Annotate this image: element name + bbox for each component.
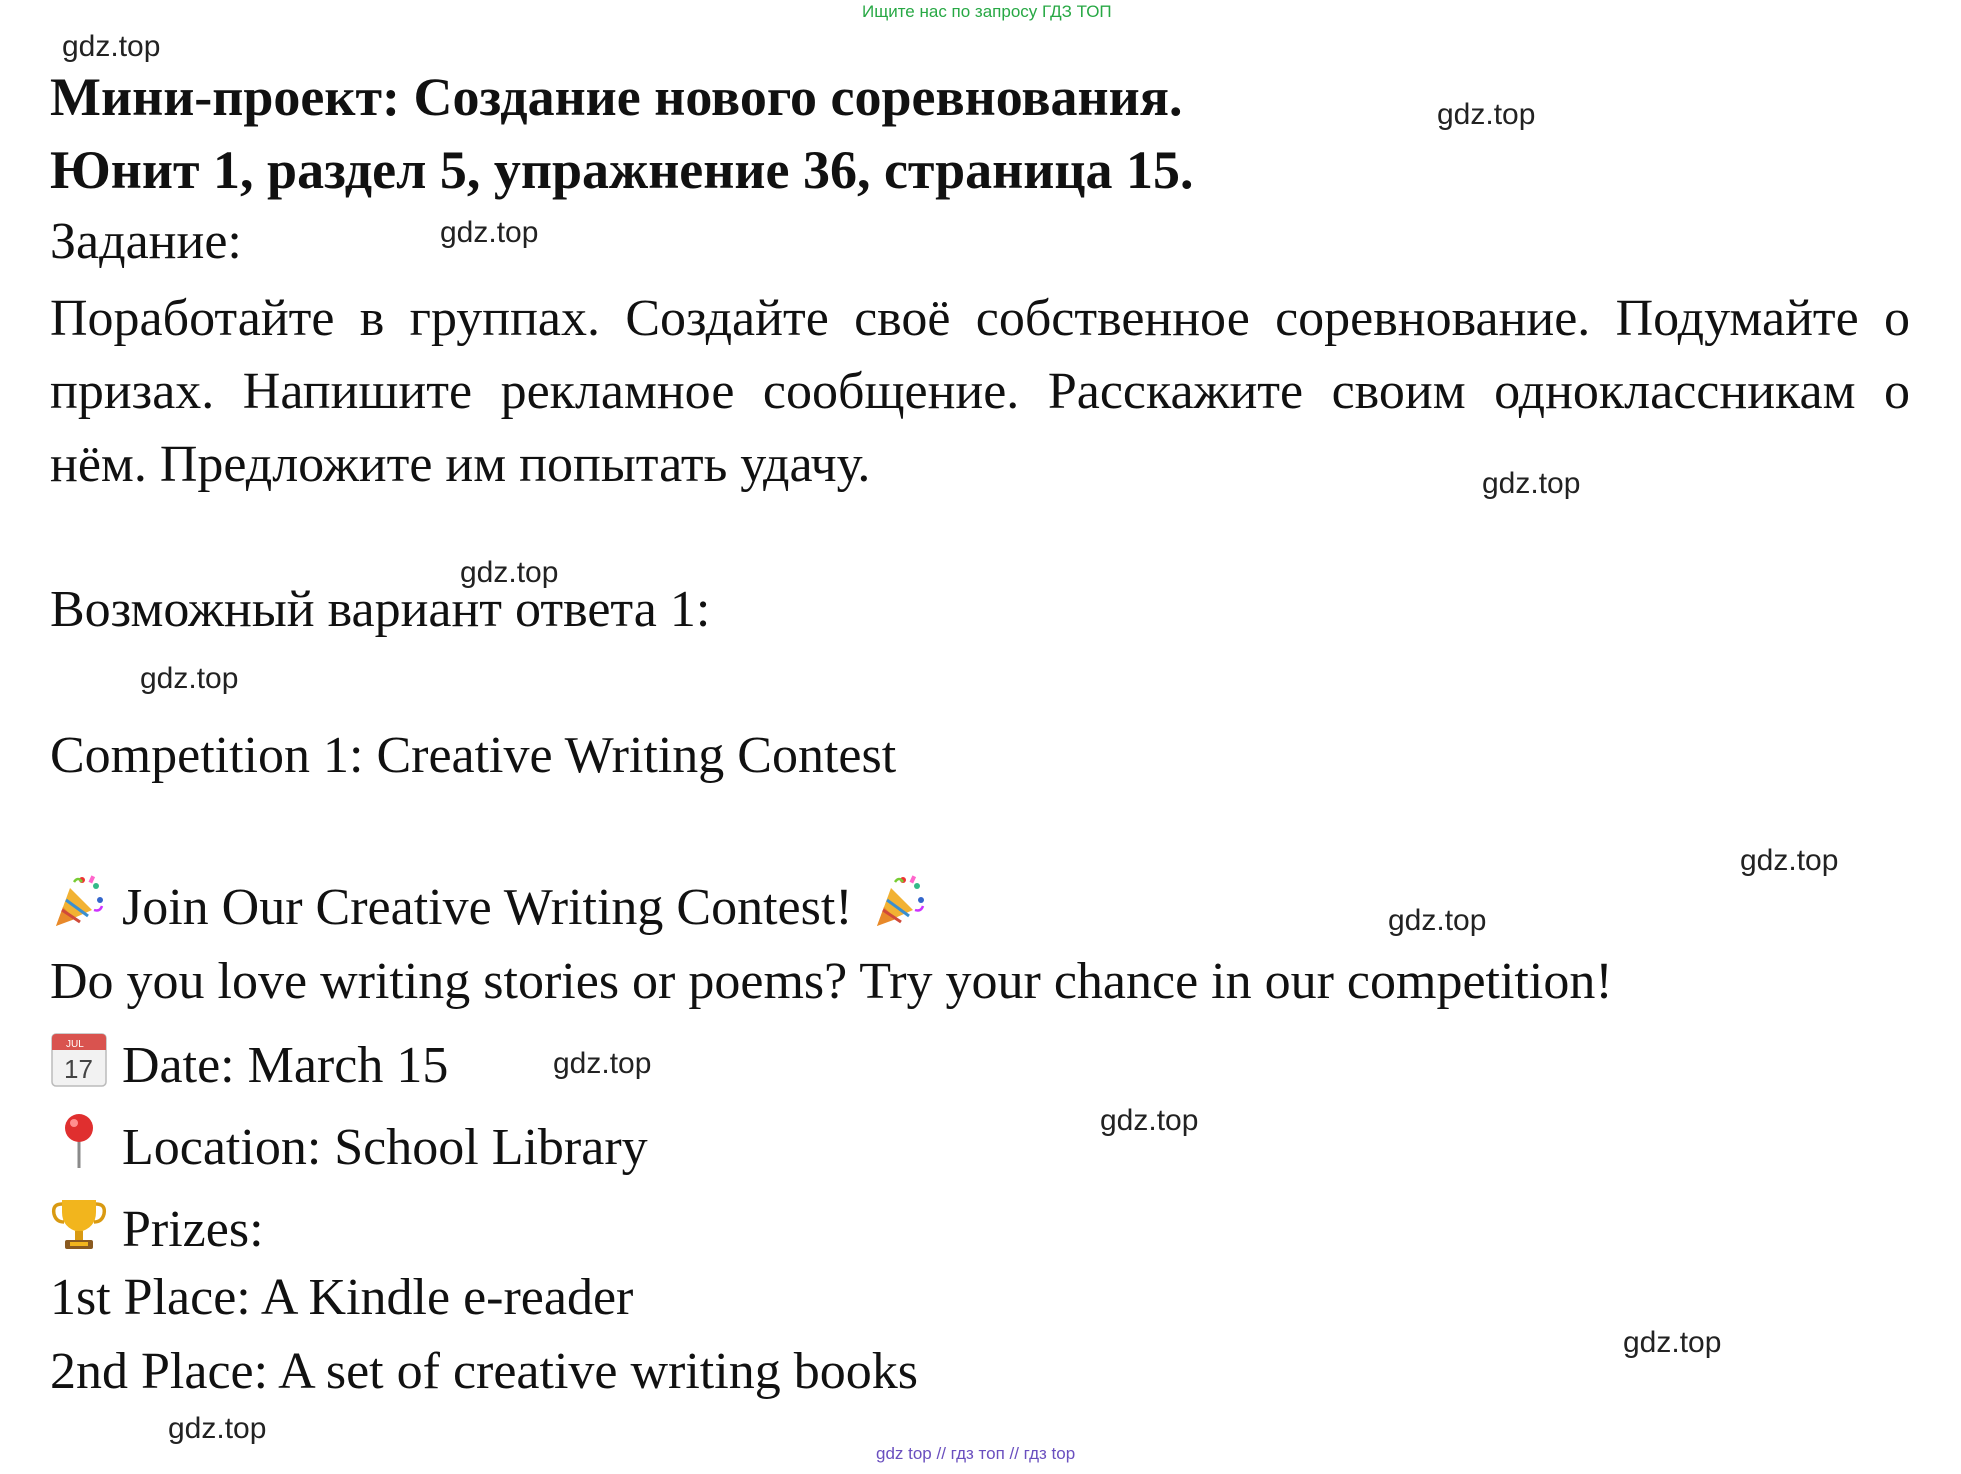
watermark: gdz.top [553, 1047, 652, 1080]
competition-title: Competition 1: Creative Writing Contest [50, 727, 897, 784]
ad-prize-first: 1st Place: A Kindle e-reader [50, 1269, 634, 1326]
task-label: Задание: [50, 213, 242, 270]
page-title: Мини-проект: Создание нового соревнования. [50, 67, 1183, 127]
ad-location-row [50, 1112, 648, 1177]
party-popper-icon [50, 872, 108, 930]
answer-label: Возможный вариант ответа 1: [50, 581, 711, 638]
watermark: gdz.top [168, 1412, 267, 1445]
bottom-banner: gdz top // гдз топ // гдз top [876, 1444, 1076, 1463]
ad-intro: Do you love writing stories or poems? Try your chance in our competition! [50, 953, 1613, 1010]
watermark: gdz.top [1740, 844, 1839, 877]
watermark: gdz.top [140, 662, 239, 695]
watermark: gdz.top [1437, 98, 1536, 131]
ad-prize-second: 2nd Place: A set of creative writing books [50, 1343, 918, 1400]
calendar-day: 17 [64, 1054, 93, 1084]
watermark: gdz.top [62, 30, 161, 63]
ad-location: Location: School Library [122, 1119, 648, 1176]
ad-headline-row [50, 872, 929, 937]
pushpin-icon [50, 1112, 108, 1170]
ad-headline: Join Our Creative Writing Contest! [122, 879, 853, 936]
calendar-month: JUL [66, 1039, 84, 1050]
ad-prizes-row [50, 1194, 264, 1259]
watermark: gdz.top [460, 556, 559, 589]
watermark: gdz.top [440, 216, 539, 249]
watermark: gdz.top [1623, 1326, 1722, 1359]
trophy-icon [50, 1194, 108, 1252]
task-text: Поработайте в группах. Создайте своё собственное соревнование. Подумайте о призах. Напишите рекламное сообщение. Расскажите своим одноклассникам о нём. Предложите им попытать удачу. [50, 290, 1910, 493]
top-banner: Ищите нас по запросу ГДЗ ТОП [862, 2, 1112, 21]
ad-date: Date: March 15 [122, 1037, 449, 1094]
watermark: gdz.top [1100, 1104, 1199, 1137]
watermark: gdz.top [1482, 467, 1581, 500]
ad-prizes-label: Prizes: [122, 1201, 264, 1258]
ad-date-row [50, 1030, 448, 1095]
page-subtitle: Юнит 1, раздел 5, упражнение 36, страница 15. [50, 140, 1194, 200]
party-popper-icon [871, 872, 929, 930]
watermark: gdz.top [1388, 904, 1487, 937]
calendar-icon [50, 1030, 108, 1088]
